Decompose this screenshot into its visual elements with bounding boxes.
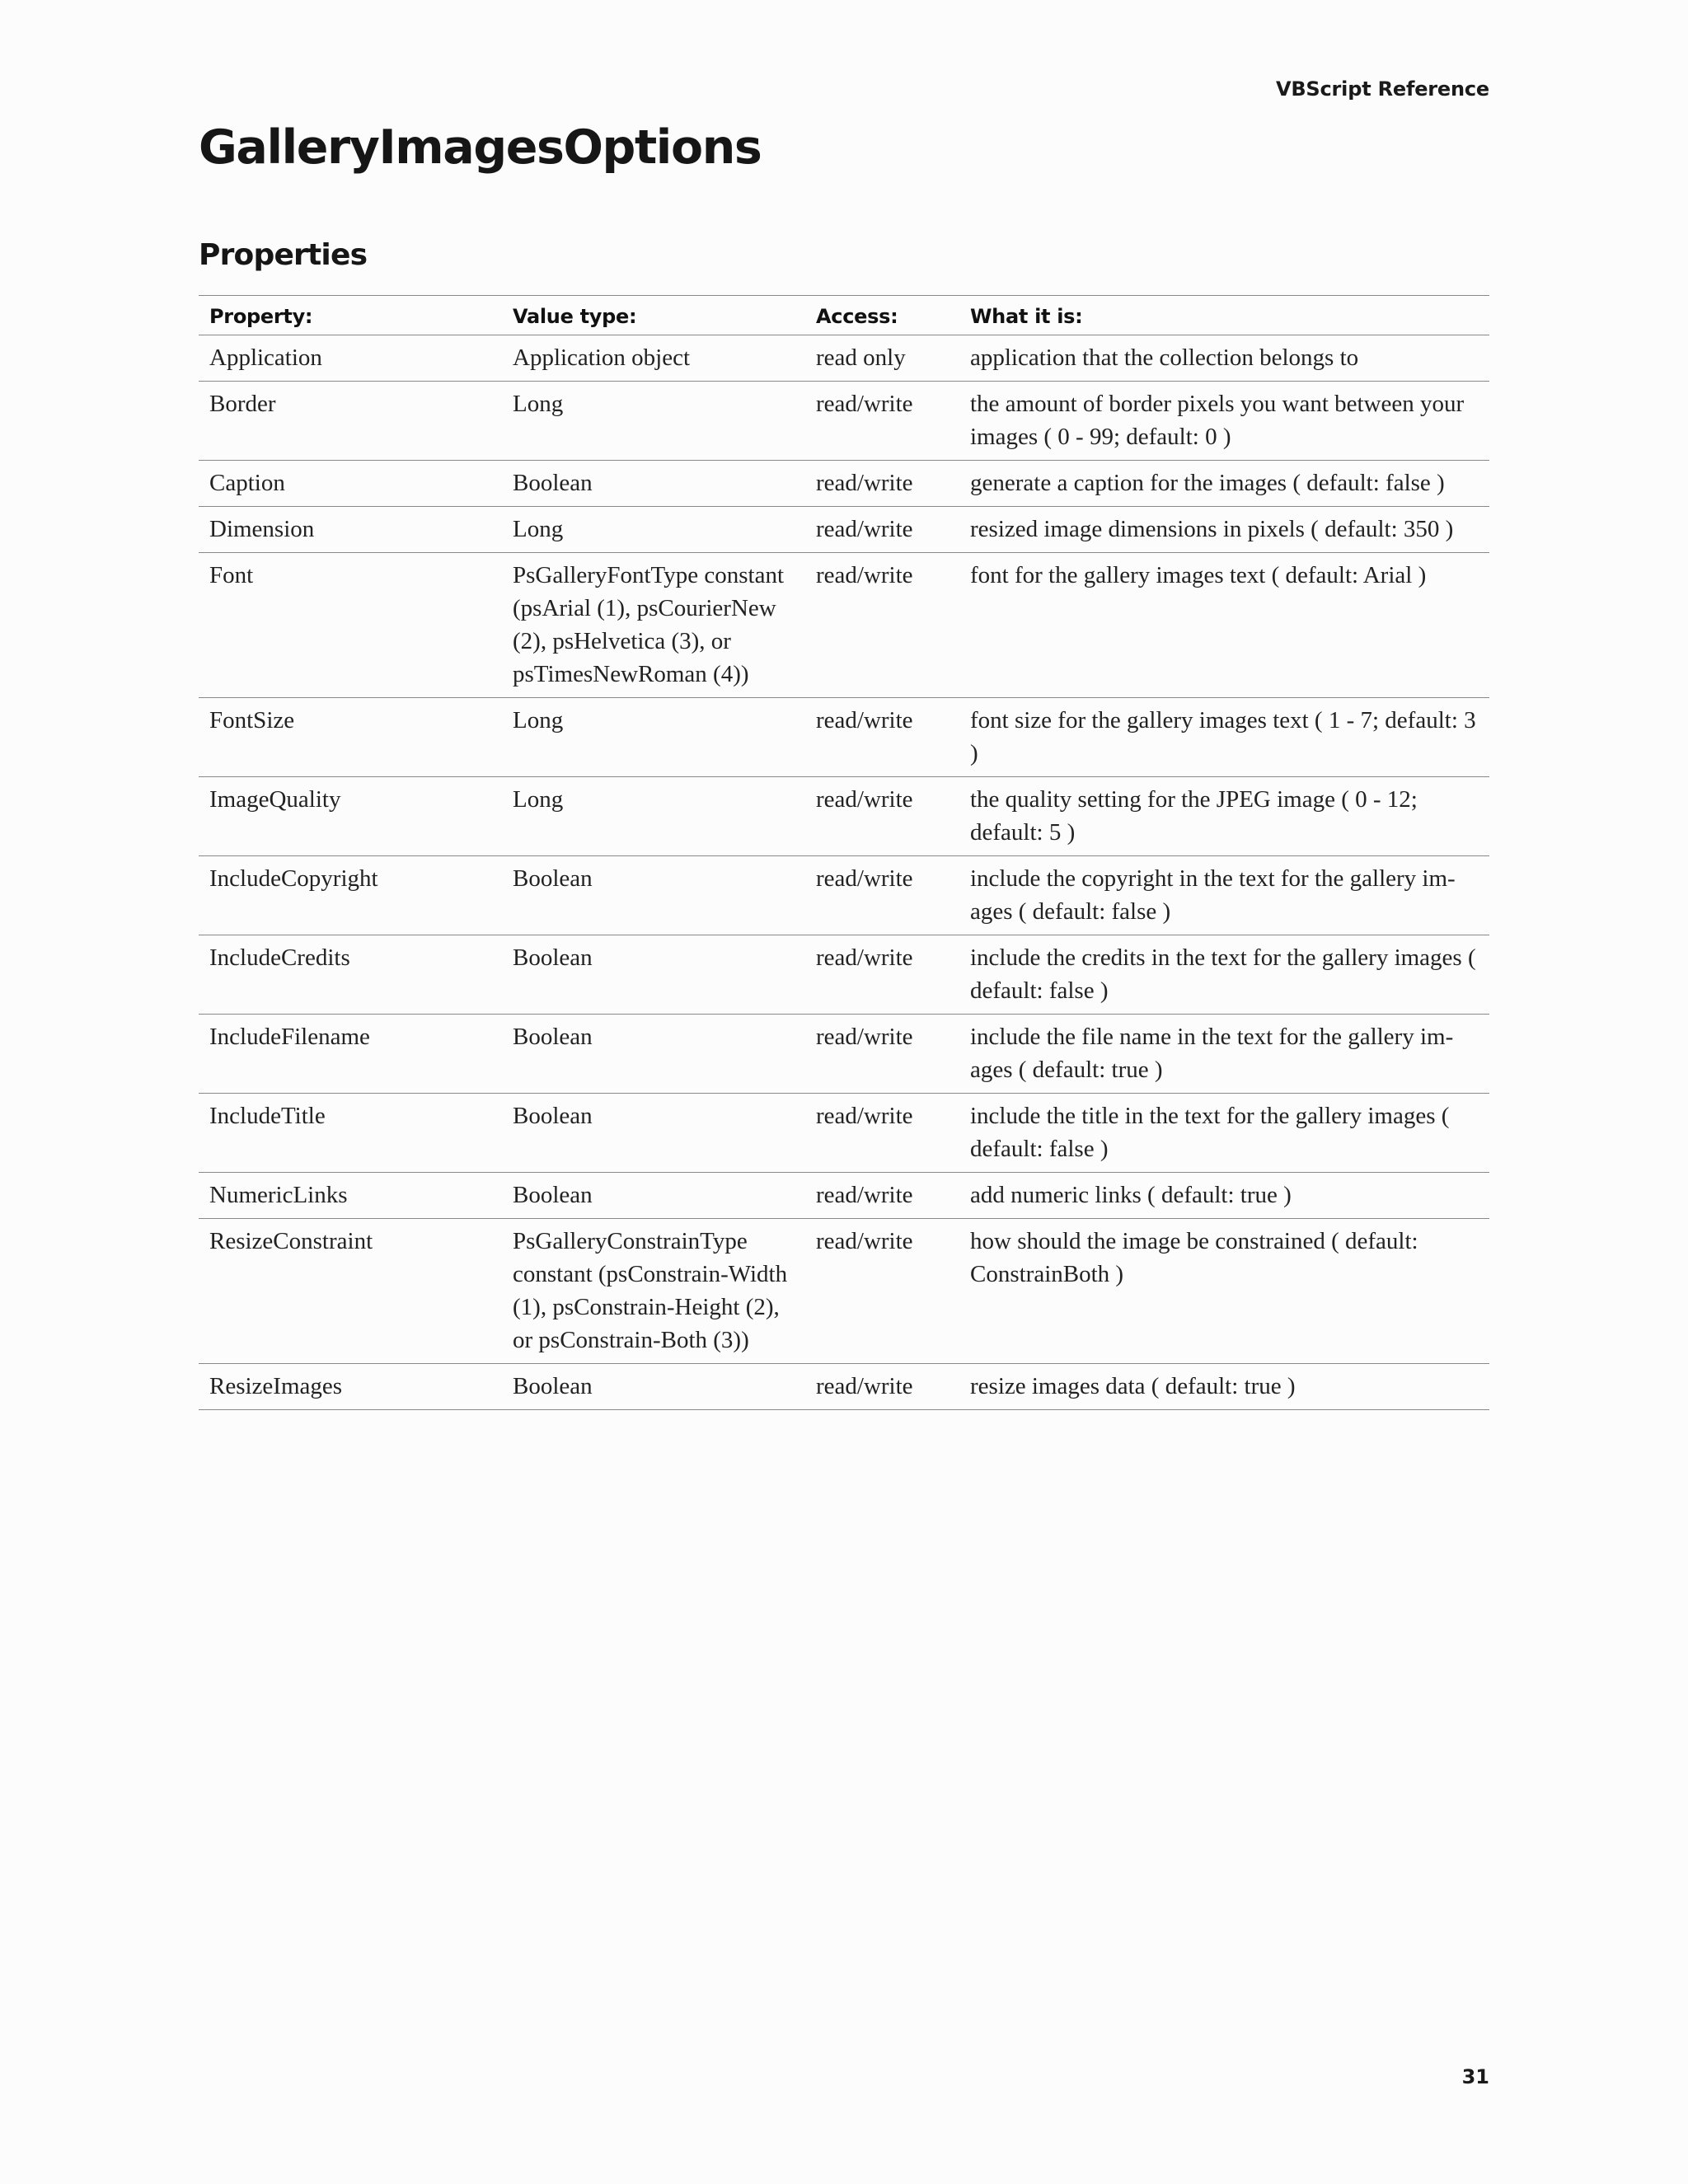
property-name: IncludeCopyright: [199, 856, 502, 935]
access: read/write: [805, 935, 959, 1015]
table-row: [199, 1094, 1489, 1173]
access: read/write: [805, 856, 959, 935]
header-property: Property:: [199, 296, 502, 335]
access: read/write: [805, 1094, 959, 1173]
value-type: PsGalleryConstrainType constant (psConstrain-Width (1), psConstrain-Height (2), or psConstrain-Both (3)): [502, 1219, 805, 1364]
description: add numeric links ( default: true ): [959, 1173, 1489, 1219]
value-type: Boolean: [502, 1015, 805, 1094]
header-value-type: Value type:: [502, 296, 805, 335]
property-name: Dimension: [199, 507, 502, 553]
access: read only: [805, 335, 959, 382]
property-name: NumericLinks: [199, 1173, 502, 1219]
value-type: Boolean: [502, 856, 805, 935]
value-type: Boolean: [502, 1094, 805, 1173]
header-access: Access:: [805, 296, 959, 335]
property-name: FontSize: [199, 698, 502, 777]
table-row: [199, 856, 1489, 935]
access: read/write: [805, 1173, 959, 1219]
value-type: Long: [502, 382, 805, 461]
description: resize images data ( default: true ): [959, 1364, 1489, 1410]
access: read/write: [805, 1219, 959, 1364]
value-type: Boolean: [502, 935, 805, 1015]
table-row: [199, 382, 1489, 461]
section-title: Properties: [199, 238, 368, 272]
access: read/write: [805, 382, 959, 461]
access: read/write: [805, 698, 959, 777]
table-row: [199, 698, 1489, 777]
table-row: [199, 1364, 1489, 1410]
value-type: Long: [502, 777, 805, 856]
value-type: Boolean: [502, 1364, 805, 1410]
description: the quality setting for the JPEG image ( 0 - 12; default: 5 ): [959, 777, 1489, 856]
access: read/write: [805, 1364, 959, 1410]
table-row: [199, 1173, 1489, 1219]
description: font size for the gallery images text ( 1 - 7; default: 3 ): [959, 698, 1489, 777]
description: include the credits in the text for the gallery images ( default: false ): [959, 935, 1489, 1015]
property-name: ImageQuality: [199, 777, 502, 856]
description: how should the image be constrained ( default: ConstrainBoth ): [959, 1219, 1489, 1364]
description: the amount of border pixels you want between your images ( 0 - 99; default: 0 ): [959, 382, 1489, 461]
running-header: VBScript Reference: [1275, 77, 1489, 101]
description: include the copyright in the text for the gallery im-ages ( default: false ): [959, 856, 1489, 935]
table-header-row: [199, 296, 1489, 335]
description: include the title in the text for the gallery images ( default: false ): [959, 1094, 1489, 1173]
table-row: [199, 335, 1489, 382]
header-what-it-is: What it is:: [959, 296, 1489, 335]
table-row: [199, 1015, 1489, 1094]
value-type: Boolean: [502, 1173, 805, 1219]
table-row: [199, 935, 1489, 1015]
access: read/write: [805, 461, 959, 507]
property-name: Caption: [199, 461, 502, 507]
property-name: Application: [199, 335, 502, 382]
description: resized image dimensions in pixels ( default: 350 ): [959, 507, 1489, 553]
description: include the file name in the text for the gallery im-ages ( default: true ): [959, 1015, 1489, 1094]
property-name: ResizeImages: [199, 1364, 502, 1410]
property-name: Font: [199, 553, 502, 698]
property-name: IncludeFilename: [199, 1015, 502, 1094]
page-number: 31: [1461, 2065, 1489, 2088]
table-row: [199, 507, 1489, 553]
properties-table: [199, 295, 1489, 1410]
property-name: IncludeTitle: [199, 1094, 502, 1173]
property-name: ResizeConstraint: [199, 1219, 502, 1364]
value-type: Long: [502, 507, 805, 553]
description: application that the collection belongs to: [959, 335, 1489, 382]
value-type: PsGalleryFontType constant (psArial (1), psCourierNew (2), psHelvetica (3), or psTimesNewRoman (4)): [502, 553, 805, 698]
property-name: Border: [199, 382, 502, 461]
table-row: [199, 461, 1489, 507]
description: font for the gallery images text ( default: Arial ): [959, 553, 1489, 698]
access: read/write: [805, 553, 959, 698]
access: read/write: [805, 777, 959, 856]
access: read/write: [805, 507, 959, 553]
table-row: [199, 553, 1489, 698]
property-name: IncludeCredits: [199, 935, 502, 1015]
page-title: GalleryImagesOptions: [199, 120, 762, 175]
value-type: Long: [502, 698, 805, 777]
access: read/write: [805, 1015, 959, 1094]
value-type: Application object: [502, 335, 805, 382]
value-type: Boolean: [502, 461, 805, 507]
table-row: [199, 777, 1489, 856]
description: generate a caption for the images ( default: false ): [959, 461, 1489, 507]
table-row: [199, 1219, 1489, 1364]
